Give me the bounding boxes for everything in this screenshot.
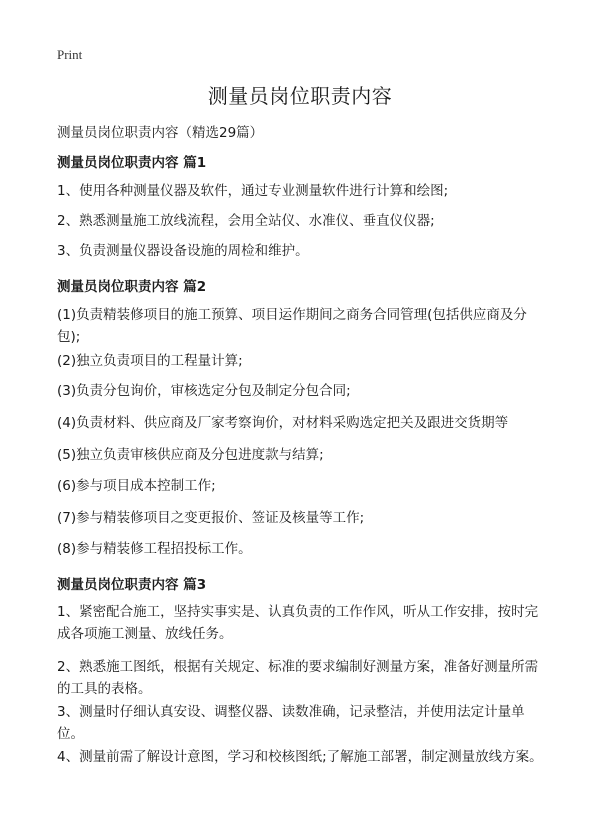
section-3-item-1: 1、紧密配合施工，坚持实事实是、认真负责的工作作风，听从工作安排，按时完成各项施工测量、放线任务。 bbox=[57, 604, 539, 642]
document-subtitle: 测量员岗位职责内容（精选29篇） bbox=[57, 125, 264, 141]
section-2-item-5: (5)独立负责审核供应商及分包进度款与结算; bbox=[57, 447, 324, 463]
print-label: Print bbox=[57, 47, 83, 62]
section-2-item-1: (1)负责精装修项目的施工预算、项目运作期间之商务合同管理(包括供应商及分包); bbox=[57, 307, 527, 345]
section-3-item-3: 3、测量时仔细认真安设、调整仪器、读数准确，记录整洁，并使用法定计量单位。 bbox=[57, 704, 525, 742]
section-2-item-8: (8)参与精装修工程招投标工作。 bbox=[57, 541, 252, 557]
section-2-item-4: (4)负责材料、供应商及厂家考察询价，对材料采购选定把关及跟进交货期等 bbox=[57, 415, 509, 431]
section-1-item-3: 3、负责测量仪器设备设施的周检和维护。 bbox=[57, 243, 309, 259]
section-1-item-2: 2、熟悉测量施工放线流程，会用全站仪、水准仪、垂直仪仪器; bbox=[57, 213, 435, 229]
section-1-item-1: 1、使用各种测量仪器及软件，通过专业测量软件进行计算和绘图; bbox=[57, 183, 449, 199]
section-heading-1: 测量员岗位职责内容 篇1 bbox=[57, 155, 207, 171]
section-2-item-6: (6)参与项目成本控制工作; bbox=[57, 478, 216, 494]
document-title: 测量员岗位职责内容 bbox=[207, 84, 393, 108]
section-2-item-3: (3)负责分包询价，审核选定分包及制定分包合同; bbox=[57, 383, 351, 399]
section-heading-3: 测量员岗位职责内容 篇3 bbox=[57, 577, 207, 593]
section-2-item-2: (2)独立负责项目的工程量计算; bbox=[57, 353, 243, 369]
section-3-item-4: 4、测量前需了解设计意图，学习和校核图纸;了解施工部署，制定测量放线方案。 bbox=[57, 749, 543, 765]
section-heading-2: 测量员岗位职责内容 篇2 bbox=[57, 279, 207, 295]
section-2-item-7: (7)参与精装修项目之变更报价、签证及核量等工作; bbox=[57, 510, 365, 526]
section-3-item-2: 2、熟悉施工图纸，根据有关规定、标准的要求编制好测量方案，准备好测量所需的工具的表格。 bbox=[57, 659, 539, 697]
